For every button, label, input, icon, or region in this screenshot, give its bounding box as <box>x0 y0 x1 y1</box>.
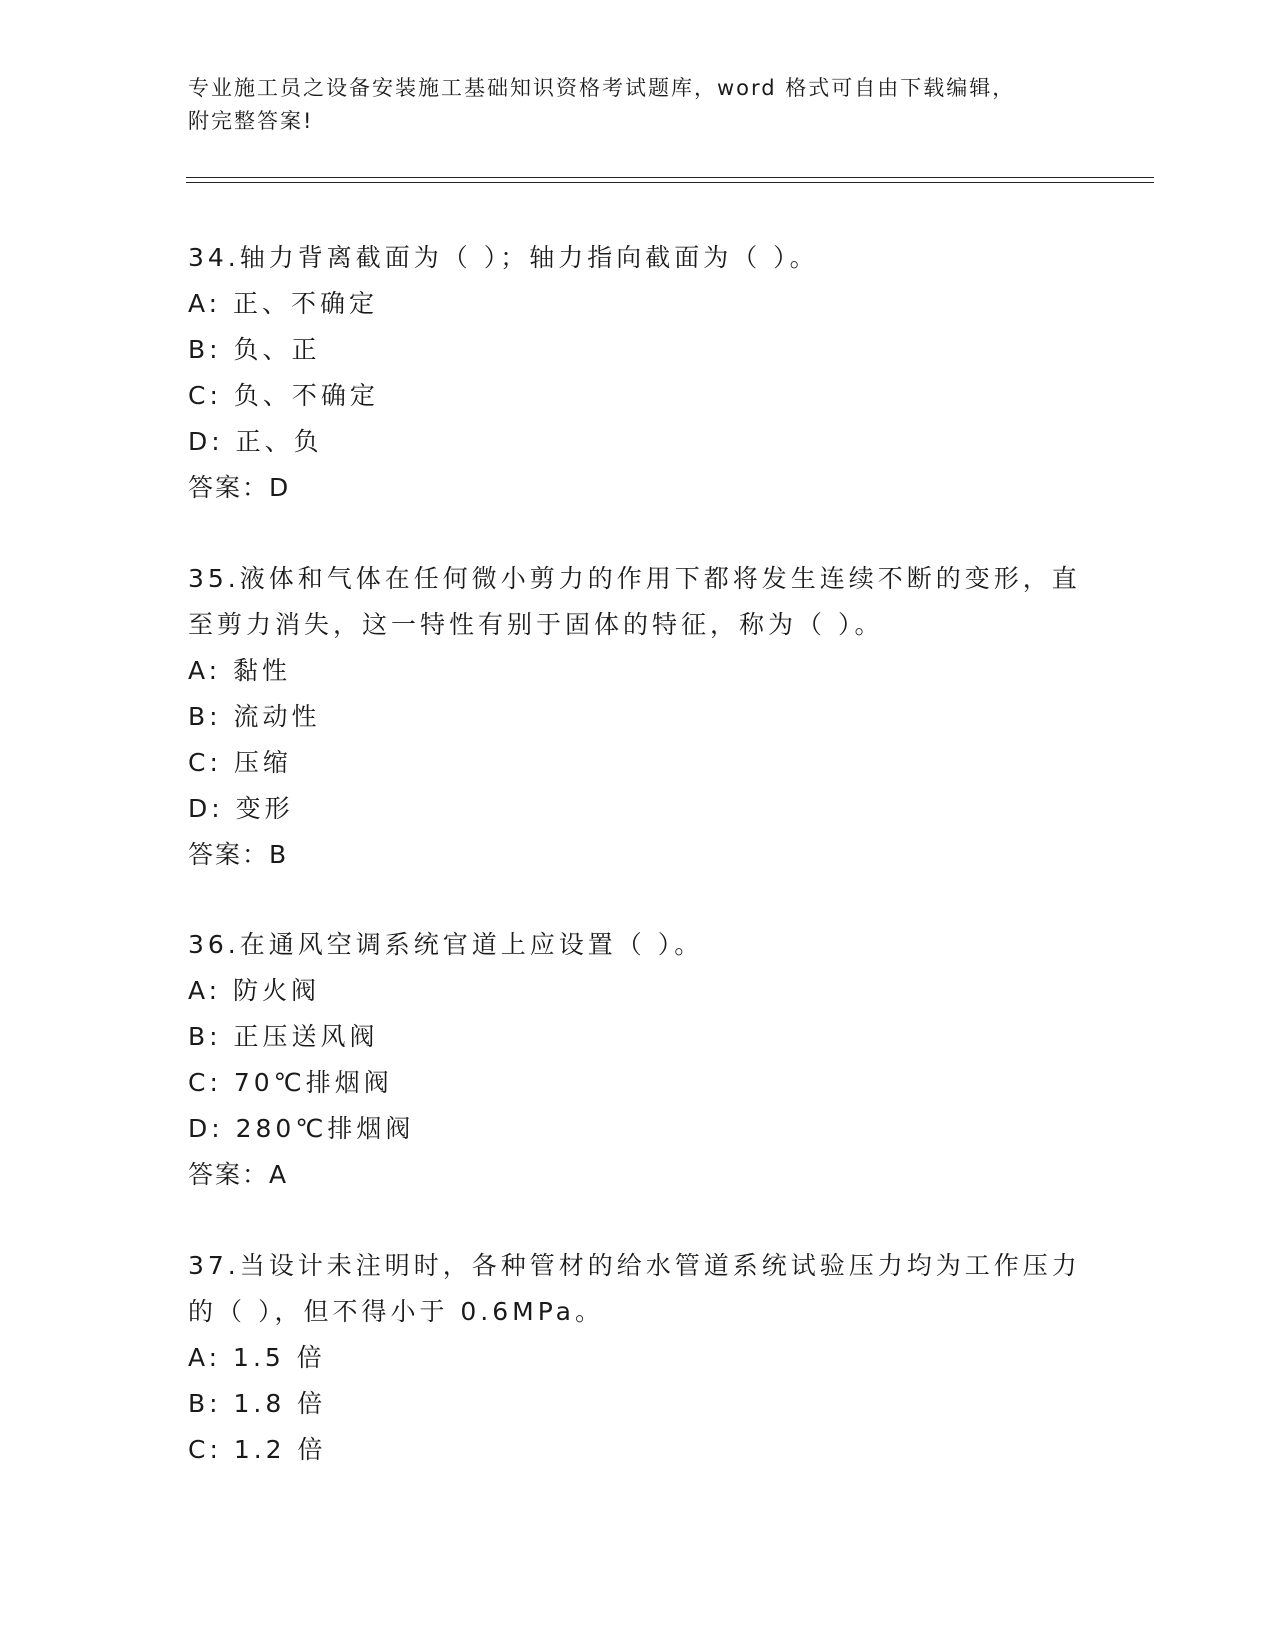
option-d: D: 280℃排烟阀 <box>188 1114 415 1143</box>
option-b: B: 正压送风阀 <box>188 1022 379 1051</box>
answer: 答案：B <box>188 840 289 869</box>
question-stem-line-1: 35.液体和气体在任何微小剪力的作用下都将发生连续不断的变形，直 <box>188 564 1081 593</box>
header-rule-top <box>186 177 1154 178</box>
option-b: B: 流动性 <box>188 702 321 731</box>
answer: 答案：A <box>188 1160 289 1189</box>
option-a: A: 黏性 <box>188 656 292 685</box>
question-stem-line-1: 37.当设计未注明时，各种管材的给水管道系统试验压力均为工作压力 <box>188 1251 1081 1280</box>
question-37 <box>188 1243 1088 1473</box>
answer: 答案：D <box>188 473 291 502</box>
question-36 <box>188 922 1088 1198</box>
question-35 <box>188 556 1088 878</box>
option-b: B: 1.8 倍 <box>188 1389 327 1418</box>
question-stem-line-2: 至剪力消失，这一特性有别于固体的特征，称为（ ）。 <box>188 610 884 639</box>
option-d: D: 正、负 <box>188 427 323 456</box>
option-b: B: 负、正 <box>188 335 321 364</box>
option-c: C: 负、不确定 <box>188 381 379 410</box>
option-a: A: 正、不确定 <box>188 289 379 318</box>
document-header <box>188 72 1088 138</box>
option-c: C: 70℃排烟阀 <box>188 1068 393 1097</box>
header-line-2: 附完整答案! <box>188 109 314 133</box>
question-stem: 36.在通风空调系统官道上应设置（ ）。 <box>188 930 704 959</box>
option-c: C: 1.2 倍 <box>188 1435 327 1464</box>
question-stem-line-2: 的（ ），但不得小于 0.6MPa。 <box>188 1297 604 1326</box>
option-a: A: 1.5 倍 <box>188 1343 326 1372</box>
header-rule-bottom <box>186 182 1154 183</box>
header-line-1: 专业施工员之设备安装施工基础知识资格考试题库，word 格式可自由下载编辑， <box>188 76 1016 100</box>
option-a: A: 防火阀 <box>188 976 321 1005</box>
question-34 <box>188 235 1088 511</box>
option-d: D: 变形 <box>188 794 294 823</box>
option-c: C: 压缩 <box>188 748 292 777</box>
question-stem: 34.轴力背离截面为（ ）；轴力指向截面为（ ）。 <box>188 243 819 272</box>
